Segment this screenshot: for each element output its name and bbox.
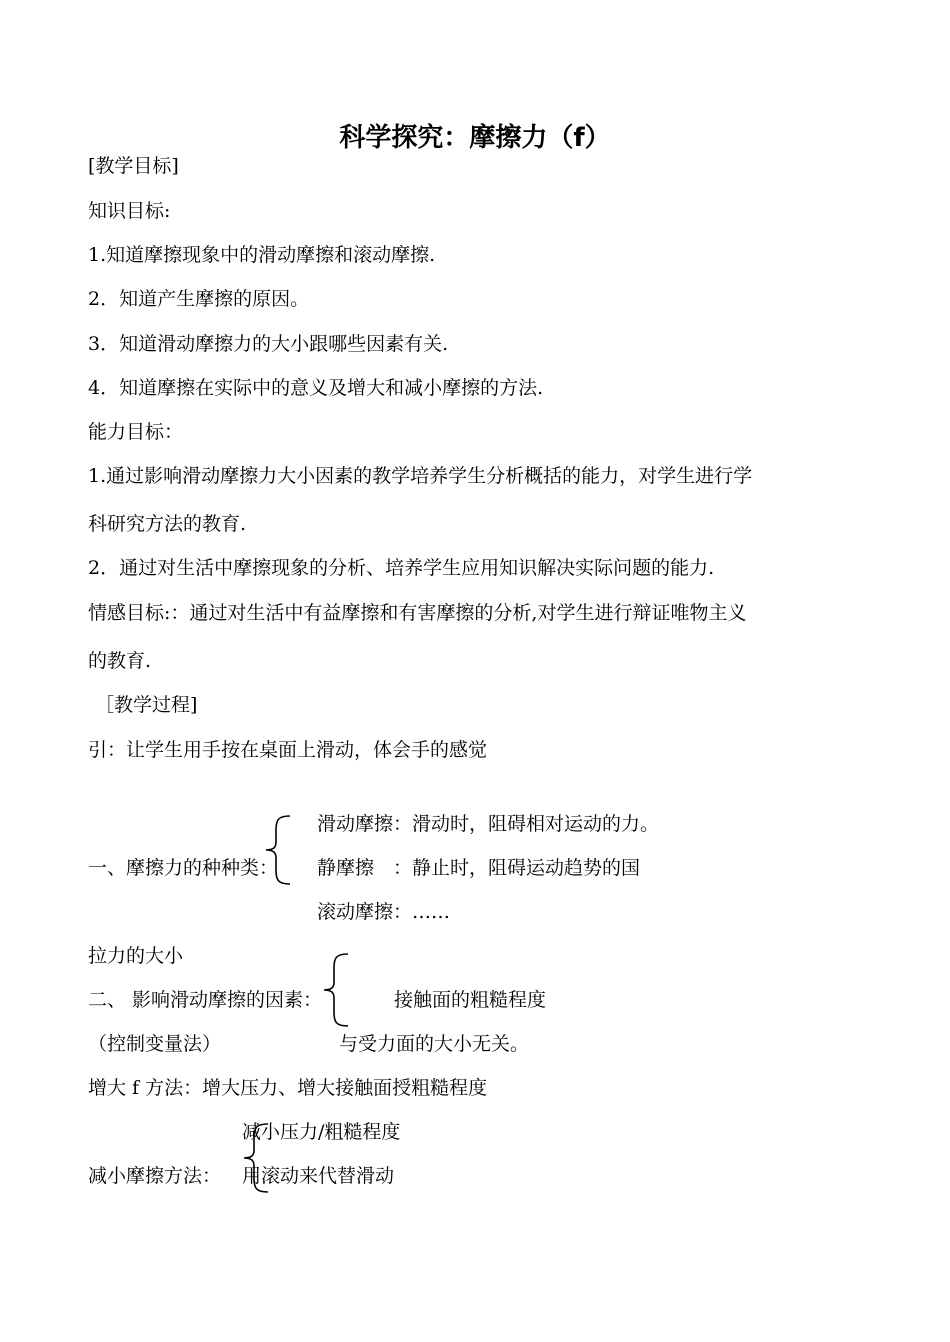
ability-heading: 能力目标： [88, 421, 184, 443]
knowledge-item-3: 3．知道滑动摩擦力的大小跟哪些因素有关. [88, 333, 449, 355]
section2-pre: 拉力的大小 [88, 945, 184, 967]
increase-methods: 增大 f 方法：增大压力、增大接触面授粗糙程度 [88, 1077, 488, 1099]
knowledge-item-1: 1.知道摩擦现象中的滑动摩擦和滚动摩擦. [88, 244, 436, 266]
intro-text: 引：让学生用手按在桌面上滑动，体会手的感觉 [88, 739, 488, 761]
process-heading: ［教学过程] [95, 694, 198, 716]
section2-method: （控制变量法） [88, 1033, 222, 1055]
emotion-line-2: 的教育. [88, 650, 152, 672]
emotion-line-1: 情感目标:：通过对生活中有益摩擦和有害摩擦的分析,对学生进行辩证唯物主义 [88, 602, 747, 624]
decrease-item-2: 用滚动来代替滑动 [242, 1165, 395, 1187]
knowledge-item-2: 2．知道产生摩擦的原因。 [88, 288, 310, 310]
knowledge-item-4: 4．知道摩擦在实际中的意义及增大和减小摩擦的方法. [88, 377, 544, 399]
ability-item-1-line-2: 科研究方法的教育. [88, 513, 247, 535]
ability-item-1-line-1: 1.通过影响滑动摩擦力大小因素的教学培养学生分析概括的能力，对学生进行学 [88, 465, 753, 487]
page-title: 科学探究：摩擦力（f） [339, 123, 611, 153]
decrease-label: 减小摩擦方法： [88, 1165, 222, 1187]
section1-item-1: 滑动摩擦：滑动时，阻碍相对运动的力。 [317, 813, 660, 835]
section2-label: 二、 影响滑动摩擦的因素： [88, 989, 323, 1011]
section1-brace-icon [262, 814, 292, 886]
section1-item-2: 静摩擦 ：静止时，阻碍运动趋势的国 [317, 857, 641, 879]
section1-item-3: 滚动摩擦：…… [317, 901, 451, 923]
section2-item-main: 接触面的粗糙程度 [394, 989, 547, 1011]
section1-label: 一、摩擦力的种种类： [88, 857, 279, 879]
ability-item-2: 2．通过对生活中摩擦现象的分析、培养学生应用知识解决实际问题的能力. [88, 557, 715, 579]
decrease-item-1: 减小压力/粗糙程度 [242, 1121, 401, 1143]
section2-brace-icon [320, 952, 350, 1028]
section2-item-extra: 与受力面的大小无关。 [339, 1033, 530, 1055]
objectives-heading: [教学目标] [88, 155, 179, 177]
knowledge-heading: 知识目标: [88, 200, 171, 222]
